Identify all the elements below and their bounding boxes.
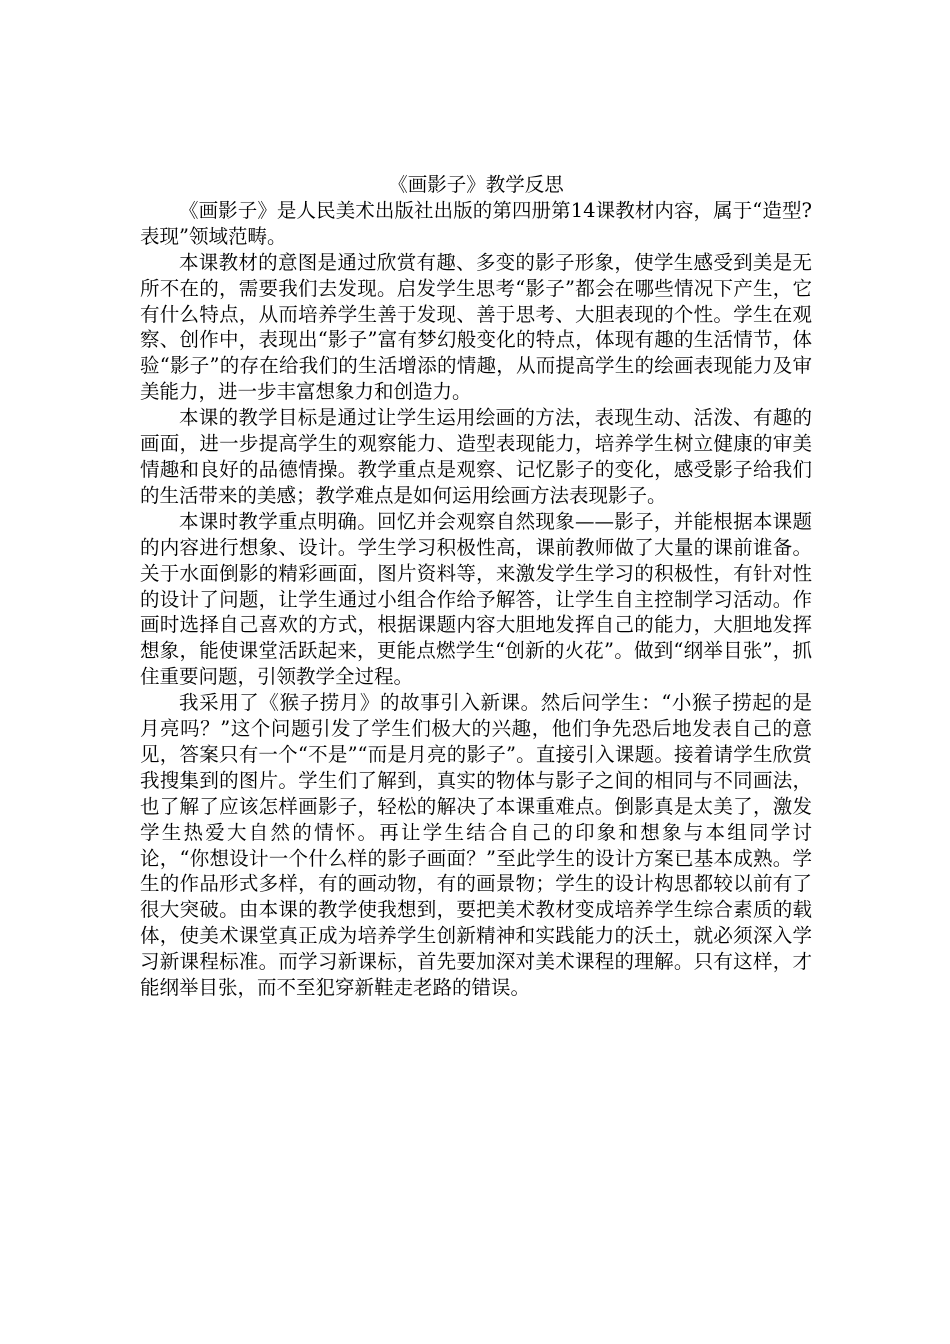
paragraph-focus: 本课时教学重点明确。回忆并会观察自然现象——影子，并能根据本课题的内容进行想象、设计。学生学习积极性高，课前教师做了大量的课前谁备。关于水面倒影的精彩画面，图片资料等，来激发学生学习的积极性，有针对性的设计了问题，让学生通过小组合作给予解答，让学生自主控制学习活动。作画时选择自己喜欢的方式，根据课题内容大胆地发挥自己的能力，大胆地发挥想象，能使课堂活跃起来，更能点燃学生“创新的火花”。做到“纲举目张”，抓住重要问题，引领教学全过程。	[140, 509, 812, 689]
paragraph-reflection: 我采用了《猴子捞月》的故事引入新课。然后问学生：“小猴子捞起的是月亮吗？”这个问题引发了学生们极大的兴趣，他们争先恐后地发表自己的意见，答案只有一个“不是”“而是月亮的影子”。直接引入课题。接着请学生欣赏我搜集到的图片。学生们了解到，真实的物体与影子之间的相同与不同画法，也了解了应该怎样画影子，轻松的解决了本课重难点。倒影真是太美了，激发学生热爱大自然的情怀。再让学生结合自己的印象和想象与本组同学讨论，“你想设计一个什么样的影子画面？”至此学生的设计方案已基本成熟。学生的作品形式多样，有的画动物，有的画景物；学生的设计构思都较以前有了很大突破。由本课的教学使我想到，要把美术教材变成培养学生综合素质的载体，使美术课堂真正成为培养学生创新精神和实践能力的沃土，就必须深入学习新课程标准。而学习新课标，首先要加深对美术课程的理解。只有这样，才能纲举目张，而不至犯穿新鞋走老路的错误。	[140, 691, 812, 1000]
document-body	[140, 172, 812, 1001]
paragraph-intent: 本课教材的意图是通过欣赏有趣、多变的影子形象，使学生感受到美是无所不在的，需要我们去发现。启发学生思考“影子”都会在哪些情况下产生，它有什么特点，从而培养学生善于发现、善于思考、大胆表现的个性。学生在观察、创作中，表现出“影子”富有梦幻般变化的特点，体现有趣的生活情节，体验“影子”的存在给我们的生活增添的情趣，从而提高学生的绘画表现能力及审美能力，进一步丰富想象力和创造力。	[140, 250, 812, 404]
paragraph-goals: 本课的教学目标是通过让学生运用绘画的方法，表现生动、活泼、有趣的画面，进一步提高学生的观察能力、造型表现能力，培养学生树立健康的审美情趣和良好的品德情操。教学重点是观察、记忆影子的变化，感受影子给我们的生活带来的美感；教学难点是如何运用绘画方法表现影子。	[140, 406, 812, 507]
document-title: 《画影子》教学反思	[388, 173, 564, 196]
paragraph-intro: 《画影子》是人民美术出版社出版的第四册第14课教材内容，属于“造型?表现”领域范畴。	[140, 198, 812, 248]
